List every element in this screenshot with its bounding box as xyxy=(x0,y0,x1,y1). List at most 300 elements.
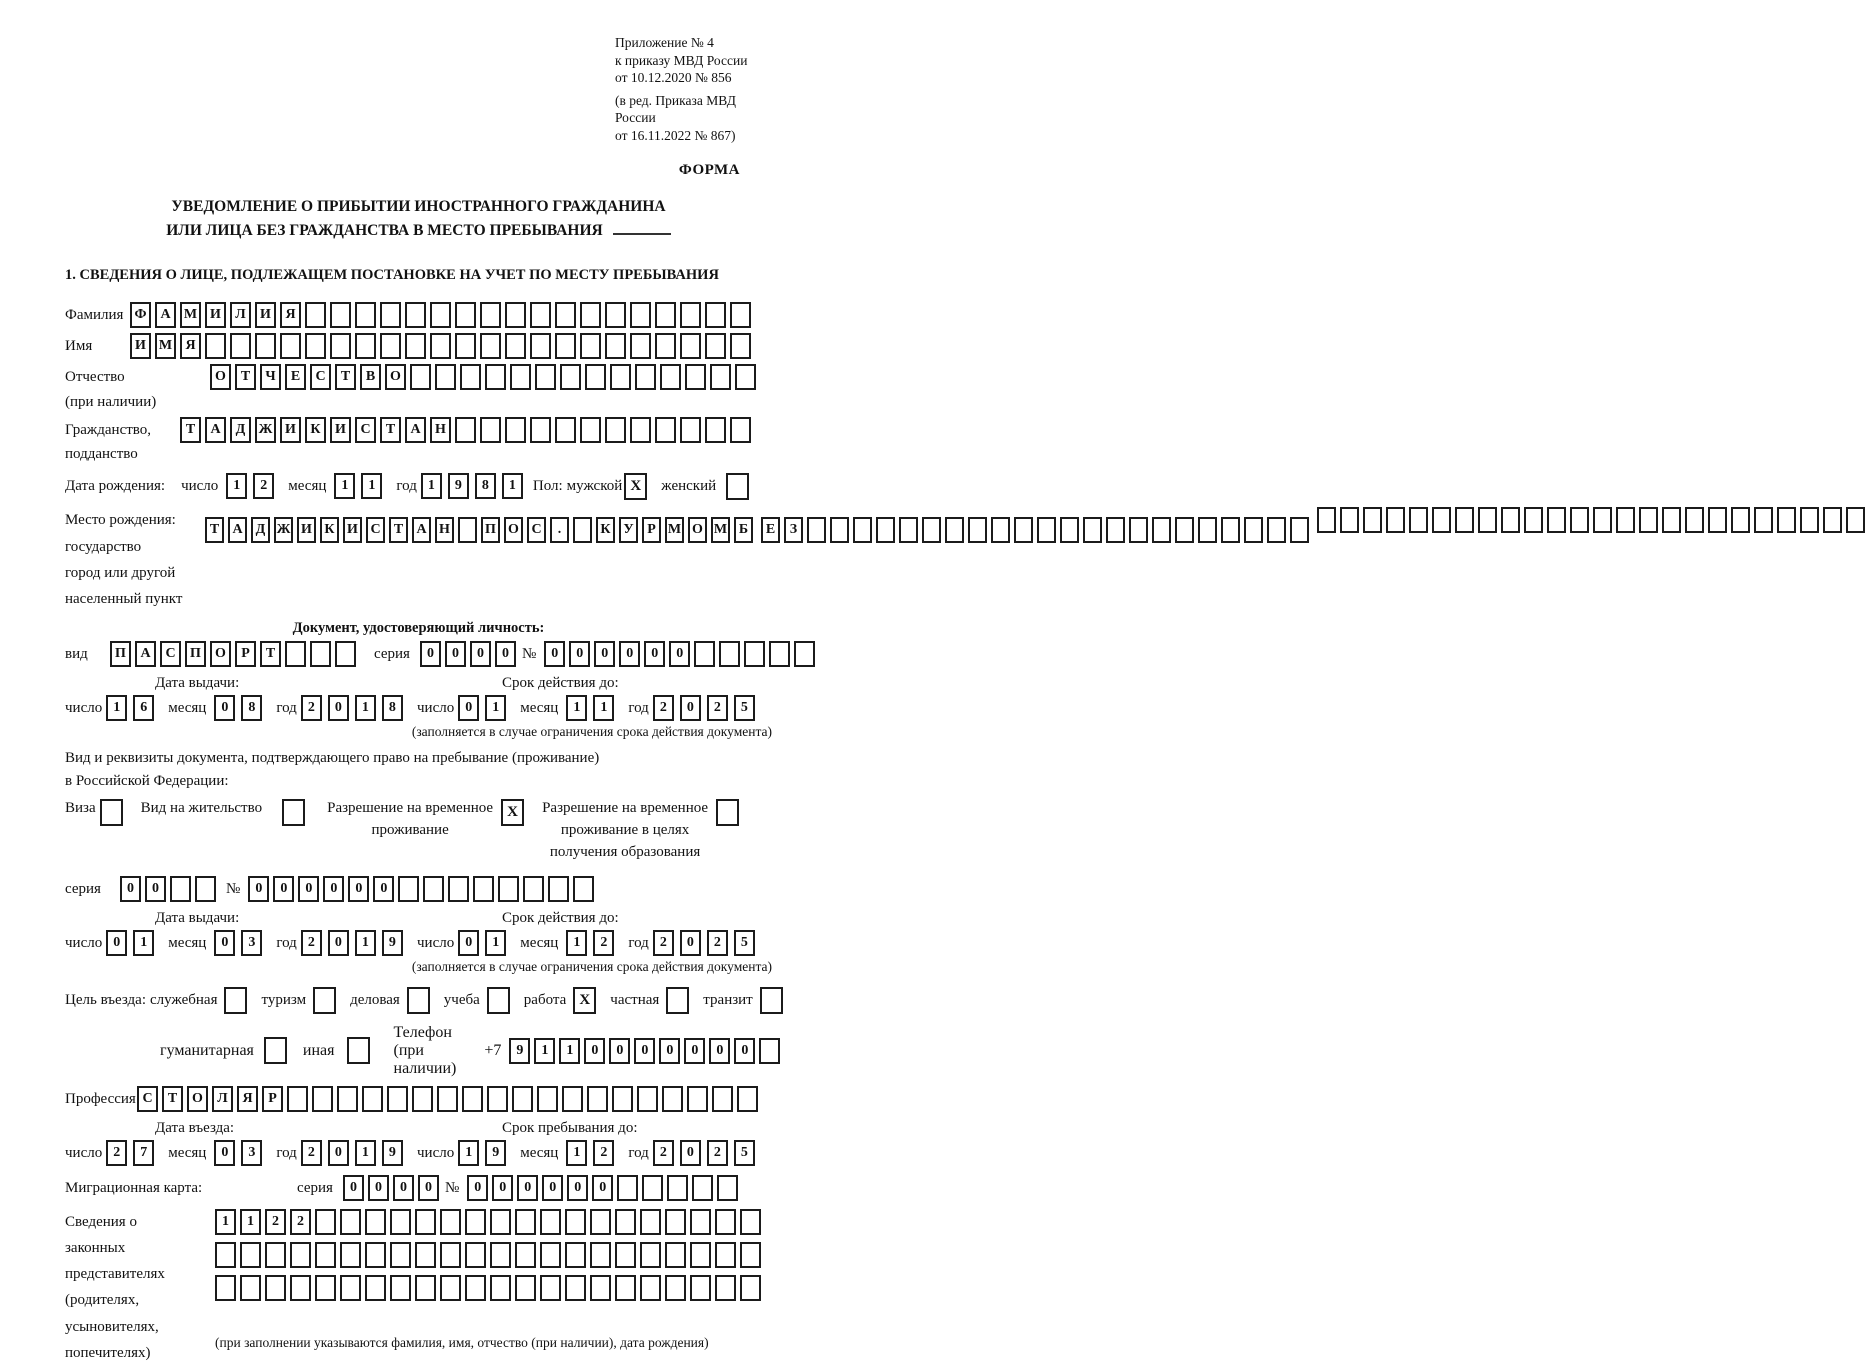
birth-place-row3[interactable] xyxy=(1317,507,1869,533)
char-cell[interactable]: 0 xyxy=(418,1175,439,1201)
char-cell[interactable] xyxy=(615,1242,636,1268)
char-cell[interactable] xyxy=(412,1086,433,1112)
char-cell[interactable] xyxy=(1754,507,1773,533)
char-cell[interactable] xyxy=(665,1242,686,1268)
char-cell[interactable] xyxy=(1083,517,1102,543)
char-cell[interactable] xyxy=(548,876,569,902)
residence-permit-checkbox[interactable] xyxy=(282,799,305,826)
char-cell[interactable] xyxy=(690,1242,711,1268)
char-cell[interactable] xyxy=(1846,507,1865,533)
char-cell[interactable]: О xyxy=(385,364,406,390)
char-cell[interactable] xyxy=(630,302,651,328)
char-cell[interactable] xyxy=(640,1209,661,1235)
char-cell[interactable]: И xyxy=(205,302,226,328)
char-cell[interactable]: 2 xyxy=(301,930,322,956)
char-cell[interactable]: 0 xyxy=(445,641,466,667)
char-cell[interactable] xyxy=(515,1209,536,1235)
char-cell[interactable]: Р xyxy=(642,517,661,543)
char-cell[interactable] xyxy=(480,333,501,359)
char-cell[interactable]: 2 xyxy=(301,1140,322,1166)
char-cell[interactable] xyxy=(1777,507,1796,533)
char-cell[interactable] xyxy=(605,417,626,443)
char-cell[interactable] xyxy=(305,302,326,328)
char-cell[interactable]: 0 xyxy=(619,641,640,667)
char-cell[interactable] xyxy=(694,641,715,667)
char-cell[interactable]: 1 xyxy=(485,695,506,721)
char-cell[interactable] xyxy=(585,364,606,390)
char-cell[interactable]: П xyxy=(110,641,131,667)
char-cell[interactable]: 1 xyxy=(458,1140,479,1166)
char-cell[interactable]: И xyxy=(297,517,316,543)
char-cell[interactable] xyxy=(335,641,356,667)
char-cell[interactable] xyxy=(540,1209,561,1235)
char-cell[interactable]: 0 xyxy=(458,930,479,956)
char-cell[interactable]: 0 xyxy=(544,641,565,667)
char-cell[interactable] xyxy=(899,517,918,543)
char-cell[interactable]: 0 xyxy=(214,1140,235,1166)
char-cell[interactable] xyxy=(705,333,726,359)
char-cell[interactable] xyxy=(573,517,592,543)
char-cell[interactable] xyxy=(655,333,676,359)
char-cell[interactable]: С xyxy=(527,517,546,543)
char-cell[interactable] xyxy=(1455,507,1474,533)
char-cell[interactable]: 0 xyxy=(609,1038,630,1064)
phone-cells[interactable] xyxy=(509,1038,784,1064)
char-cell[interactable] xyxy=(737,1086,758,1112)
char-cell[interactable]: 0 xyxy=(248,876,269,902)
representatives-row1[interactable] xyxy=(215,1209,765,1235)
char-cell[interactable] xyxy=(540,1242,561,1268)
char-cell[interactable]: 1 xyxy=(593,695,614,721)
char-cell[interactable] xyxy=(1478,507,1497,533)
char-cell[interactable]: К xyxy=(305,417,326,443)
char-cell[interactable] xyxy=(290,1242,311,1268)
char-cell[interactable] xyxy=(605,333,626,359)
representatives-row3[interactable] xyxy=(215,1275,765,1301)
char-cell[interactable] xyxy=(665,1275,686,1301)
char-cell[interactable] xyxy=(430,333,451,359)
char-cell[interactable] xyxy=(380,302,401,328)
char-cell[interactable] xyxy=(690,1275,711,1301)
migration-number-cells[interactable] xyxy=(467,1175,742,1201)
char-cell[interactable] xyxy=(505,333,526,359)
char-cell[interactable] xyxy=(680,417,701,443)
char-cell[interactable] xyxy=(365,1242,386,1268)
char-cell[interactable] xyxy=(490,1275,511,1301)
char-cell[interactable] xyxy=(505,302,526,328)
char-cell[interactable]: Ф xyxy=(130,302,151,328)
char-cell[interactable]: 5 xyxy=(734,695,755,721)
char-cell[interactable]: Д xyxy=(230,417,251,443)
char-cell[interactable] xyxy=(587,1086,608,1112)
birth-month-cells[interactable] xyxy=(334,473,388,499)
char-cell[interactable] xyxy=(265,1242,286,1268)
char-cell[interactable]: И xyxy=(255,302,276,328)
char-cell[interactable]: 0 xyxy=(492,1175,513,1201)
char-cell[interactable] xyxy=(580,302,601,328)
doc-valid-day-cells[interactable] xyxy=(458,695,512,721)
char-cell[interactable] xyxy=(876,517,895,543)
char-cell[interactable]: 1 xyxy=(355,930,376,956)
char-cell[interactable] xyxy=(455,333,476,359)
char-cell[interactable]: 0 xyxy=(373,876,394,902)
char-cell[interactable] xyxy=(830,517,849,543)
char-cell[interactable] xyxy=(1267,517,1286,543)
char-cell[interactable] xyxy=(991,517,1010,543)
char-cell[interactable] xyxy=(735,364,756,390)
char-cell[interactable] xyxy=(415,1242,436,1268)
char-cell[interactable]: 2 xyxy=(653,1140,674,1166)
char-cell[interactable]: М xyxy=(180,302,201,328)
char-cell[interactable] xyxy=(340,1209,361,1235)
char-cell[interactable]: 0 xyxy=(458,695,479,721)
char-cell[interactable] xyxy=(455,302,476,328)
char-cell[interactable] xyxy=(690,1209,711,1235)
char-cell[interactable]: О xyxy=(210,364,231,390)
char-cell[interactable]: 0 xyxy=(680,930,701,956)
char-cell[interactable] xyxy=(465,1275,486,1301)
char-cell[interactable]: 0 xyxy=(517,1175,538,1201)
char-cell[interactable]: 0 xyxy=(470,641,491,667)
char-cell[interactable]: 9 xyxy=(485,1140,506,1166)
char-cell[interactable]: А xyxy=(412,517,431,543)
char-cell[interactable]: Т xyxy=(335,364,356,390)
profession-cells[interactable] xyxy=(137,1086,762,1112)
char-cell[interactable]: 0 xyxy=(273,876,294,902)
doc-issue-day-cells[interactable] xyxy=(106,695,160,721)
char-cell[interactable] xyxy=(660,364,681,390)
char-cell[interactable] xyxy=(590,1242,611,1268)
char-cell[interactable] xyxy=(355,333,376,359)
char-cell[interactable]: Я xyxy=(280,302,301,328)
char-cell[interactable] xyxy=(440,1242,461,1268)
char-cell[interactable]: 1 xyxy=(355,1140,376,1166)
char-cell[interactable] xyxy=(605,302,626,328)
char-cell[interactable]: 9 xyxy=(448,473,469,499)
char-cell[interactable] xyxy=(398,876,419,902)
char-cell[interactable] xyxy=(590,1275,611,1301)
char-cell[interactable] xyxy=(630,417,651,443)
purpose-business-checkbox[interactable] xyxy=(407,987,430,1014)
char-cell[interactable] xyxy=(440,1275,461,1301)
char-cell[interactable] xyxy=(612,1086,633,1112)
char-cell[interactable]: М xyxy=(711,517,730,543)
char-cell[interactable] xyxy=(1317,507,1336,533)
char-cell[interactable] xyxy=(740,1209,761,1235)
char-cell[interactable] xyxy=(922,517,941,543)
char-cell[interactable]: 7 xyxy=(133,1140,154,1166)
char-cell[interactable] xyxy=(330,333,351,359)
char-cell[interactable]: О xyxy=(504,517,523,543)
char-cell[interactable] xyxy=(490,1242,511,1268)
char-cell[interactable]: 0 xyxy=(680,1140,701,1166)
stay-year-cells[interactable] xyxy=(653,1140,761,1166)
char-cell[interactable]: . xyxy=(550,517,569,543)
char-cell[interactable] xyxy=(712,1086,733,1112)
residence-valid-day-cells[interactable] xyxy=(458,930,512,956)
char-cell[interactable]: А xyxy=(155,302,176,328)
char-cell[interactable] xyxy=(615,1275,636,1301)
char-cell[interactable] xyxy=(1432,507,1451,533)
residence-series-cells[interactable] xyxy=(120,876,220,902)
doc-series-cells[interactable] xyxy=(420,641,520,667)
char-cell[interactable]: П xyxy=(481,517,500,543)
char-cell[interactable] xyxy=(523,876,544,902)
char-cell[interactable]: Ч xyxy=(260,364,281,390)
char-cell[interactable] xyxy=(265,1275,286,1301)
char-cell[interactable]: 1 xyxy=(566,695,587,721)
char-cell[interactable]: З xyxy=(784,517,803,543)
char-cell[interactable] xyxy=(565,1242,586,1268)
char-cell[interactable] xyxy=(640,1242,661,1268)
char-cell[interactable] xyxy=(537,1086,558,1112)
char-cell[interactable] xyxy=(615,1209,636,1235)
char-cell[interactable] xyxy=(240,1275,261,1301)
char-cell[interactable] xyxy=(759,1038,780,1064)
char-cell[interactable] xyxy=(662,1086,683,1112)
char-cell[interactable] xyxy=(555,333,576,359)
char-cell[interactable] xyxy=(330,302,351,328)
char-cell[interactable] xyxy=(505,417,526,443)
char-cell[interactable]: 1 xyxy=(502,473,523,499)
char-cell[interactable] xyxy=(365,1209,386,1235)
char-cell[interactable]: 0 xyxy=(709,1038,730,1064)
char-cell[interactable]: 1 xyxy=(566,930,587,956)
char-cell[interactable]: Б xyxy=(734,517,753,543)
char-cell[interactable]: Р xyxy=(262,1086,283,1112)
purpose-private-checkbox[interactable] xyxy=(666,987,689,1014)
char-cell[interactable]: А xyxy=(228,517,247,543)
residence-issue-year-cells[interactable] xyxy=(301,930,409,956)
surname-cells[interactable] xyxy=(130,302,755,328)
char-cell[interactable] xyxy=(1547,507,1566,533)
char-cell[interactable] xyxy=(535,364,556,390)
char-cell[interactable]: 0 xyxy=(368,1175,389,1201)
char-cell[interactable] xyxy=(1363,507,1382,533)
char-cell[interactable] xyxy=(680,333,701,359)
char-cell[interactable]: 2 xyxy=(707,1140,728,1166)
char-cell[interactable] xyxy=(380,333,401,359)
doc-type-cells[interactable] xyxy=(110,641,360,667)
char-cell[interactable]: 9 xyxy=(382,1140,403,1166)
char-cell[interactable]: 0 xyxy=(495,641,516,667)
char-cell[interactable] xyxy=(1639,507,1658,533)
char-cell[interactable]: 3 xyxy=(241,930,262,956)
char-cell[interactable]: 2 xyxy=(593,930,614,956)
char-cell[interactable] xyxy=(1152,517,1171,543)
char-cell[interactable]: Т xyxy=(180,417,201,443)
char-cell[interactable]: 2 xyxy=(265,1209,286,1235)
char-cell[interactable]: Е xyxy=(761,517,780,543)
char-cell[interactable] xyxy=(769,641,790,667)
residence-valid-month-cells[interactable] xyxy=(566,930,620,956)
entry-month-cells[interactable] xyxy=(214,1140,268,1166)
char-cell[interactable] xyxy=(555,302,576,328)
birth-day-cells[interactable] xyxy=(226,473,280,499)
char-cell[interactable]: 0 xyxy=(393,1175,414,1201)
char-cell[interactable]: Т xyxy=(389,517,408,543)
char-cell[interactable]: 2 xyxy=(290,1209,311,1235)
char-cell[interactable] xyxy=(562,1086,583,1112)
char-cell[interactable]: Я xyxy=(237,1086,258,1112)
char-cell[interactable]: В xyxy=(360,364,381,390)
migration-series-cells[interactable] xyxy=(343,1175,443,1201)
char-cell[interactable]: О xyxy=(688,517,707,543)
char-cell[interactable]: 1 xyxy=(215,1209,236,1235)
char-cell[interactable]: 0 xyxy=(328,1140,349,1166)
char-cell[interactable]: 0 xyxy=(584,1038,605,1064)
char-cell[interactable] xyxy=(687,1086,708,1112)
char-cell[interactable] xyxy=(390,1275,411,1301)
char-cell[interactable]: 3 xyxy=(241,1140,262,1166)
char-cell[interactable] xyxy=(685,364,706,390)
char-cell[interactable] xyxy=(480,417,501,443)
char-cell[interactable]: 0 xyxy=(420,641,441,667)
char-cell[interactable] xyxy=(287,1086,308,1112)
char-cell[interactable]: 1 xyxy=(355,695,376,721)
char-cell[interactable] xyxy=(655,302,676,328)
char-cell[interactable] xyxy=(285,641,306,667)
char-cell[interactable]: 0 xyxy=(120,876,141,902)
char-cell[interactable]: 2 xyxy=(653,695,674,721)
char-cell[interactable]: К xyxy=(596,517,615,543)
purpose-tourism-checkbox[interactable] xyxy=(313,987,336,1014)
char-cell[interactable]: И xyxy=(343,517,362,543)
char-cell[interactable] xyxy=(280,333,301,359)
char-cell[interactable]: 1 xyxy=(421,473,442,499)
char-cell[interactable] xyxy=(530,302,551,328)
char-cell[interactable] xyxy=(730,302,751,328)
char-cell[interactable]: 0 xyxy=(680,695,701,721)
char-cell[interactable] xyxy=(807,517,826,543)
char-cell[interactable] xyxy=(458,517,477,543)
residence-valid-year-cells[interactable] xyxy=(653,930,761,956)
char-cell[interactable]: 2 xyxy=(301,695,322,721)
char-cell[interactable]: 0 xyxy=(659,1038,680,1064)
char-cell[interactable]: 1 xyxy=(361,473,382,499)
char-cell[interactable] xyxy=(655,417,676,443)
char-cell[interactable] xyxy=(423,876,444,902)
char-cell[interactable] xyxy=(362,1086,383,1112)
char-cell[interactable] xyxy=(540,1275,561,1301)
char-cell[interactable]: 2 xyxy=(707,695,728,721)
visa-checkbox[interactable] xyxy=(100,799,123,826)
char-cell[interactable] xyxy=(730,417,751,443)
char-cell[interactable]: С xyxy=(137,1086,158,1112)
char-cell[interactable]: 0 xyxy=(106,930,127,956)
char-cell[interactable] xyxy=(305,333,326,359)
char-cell[interactable] xyxy=(1800,507,1819,533)
char-cell[interactable]: 0 xyxy=(298,876,319,902)
char-cell[interactable] xyxy=(565,1209,586,1235)
char-cell[interactable] xyxy=(715,1275,736,1301)
char-cell[interactable] xyxy=(215,1275,236,1301)
char-cell[interactable]: 2 xyxy=(106,1140,127,1166)
char-cell[interactable] xyxy=(255,333,276,359)
char-cell[interactable] xyxy=(312,1086,333,1112)
char-cell[interactable] xyxy=(462,1086,483,1112)
char-cell[interactable] xyxy=(667,1175,688,1201)
char-cell[interactable] xyxy=(480,302,501,328)
char-cell[interactable] xyxy=(565,1275,586,1301)
char-cell[interactable]: С xyxy=(366,517,385,543)
char-cell[interactable]: 0 xyxy=(343,1175,364,1201)
doc-issue-month-cells[interactable] xyxy=(214,695,268,721)
char-cell[interactable]: 1 xyxy=(133,930,154,956)
char-cell[interactable] xyxy=(1501,507,1520,533)
char-cell[interactable] xyxy=(740,1242,761,1268)
char-cell[interactable] xyxy=(1198,517,1217,543)
char-cell[interactable]: 1 xyxy=(240,1209,261,1235)
char-cell[interactable] xyxy=(387,1086,408,1112)
char-cell[interactable] xyxy=(435,364,456,390)
char-cell[interactable] xyxy=(642,1175,663,1201)
char-cell[interactable]: Д xyxy=(251,517,270,543)
char-cell[interactable]: 0 xyxy=(328,930,349,956)
char-cell[interactable] xyxy=(794,641,815,667)
char-cell[interactable] xyxy=(705,302,726,328)
birth-place-row1[interactable] xyxy=(205,517,757,543)
char-cell[interactable] xyxy=(710,364,731,390)
char-cell[interactable]: И xyxy=(330,417,351,443)
purpose-work-checkbox[interactable]: X xyxy=(573,987,596,1014)
char-cell[interactable] xyxy=(1175,517,1194,543)
char-cell[interactable] xyxy=(512,1086,533,1112)
char-cell[interactable]: 8 xyxy=(382,695,403,721)
char-cell[interactable]: И xyxy=(280,417,301,443)
char-cell[interactable] xyxy=(315,1275,336,1301)
char-cell[interactable] xyxy=(455,417,476,443)
char-cell[interactable] xyxy=(1386,507,1405,533)
char-cell[interactable] xyxy=(498,876,519,902)
char-cell[interactable]: 5 xyxy=(734,1140,755,1166)
char-cell[interactable] xyxy=(405,302,426,328)
char-cell[interactable]: П xyxy=(185,641,206,667)
char-cell[interactable]: 9 xyxy=(509,1038,530,1064)
char-cell[interactable] xyxy=(310,641,331,667)
char-cell[interactable] xyxy=(1221,517,1240,543)
char-cell[interactable]: 0 xyxy=(145,876,166,902)
char-cell[interactable]: 1 xyxy=(485,930,506,956)
char-cell[interactable] xyxy=(485,364,506,390)
char-cell[interactable]: Т xyxy=(162,1086,183,1112)
char-cell[interactable]: Н xyxy=(435,517,454,543)
char-cell[interactable] xyxy=(853,517,872,543)
purpose-humanitarian-checkbox[interactable] xyxy=(264,1037,287,1064)
char-cell[interactable] xyxy=(365,1275,386,1301)
doc-valid-month-cells[interactable] xyxy=(566,695,620,721)
char-cell[interactable]: 0 xyxy=(542,1175,563,1201)
char-cell[interactable]: К xyxy=(320,517,339,543)
char-cell[interactable] xyxy=(1524,507,1543,533)
char-cell[interactable]: С xyxy=(310,364,331,390)
char-cell[interactable] xyxy=(240,1242,261,1268)
char-cell[interactable]: 6 xyxy=(133,695,154,721)
char-cell[interactable] xyxy=(473,876,494,902)
char-cell[interactable] xyxy=(610,364,631,390)
char-cell[interactable] xyxy=(590,1209,611,1235)
residence-issue-day-cells[interactable] xyxy=(106,930,160,956)
char-cell[interactable]: 0 xyxy=(669,641,690,667)
female-checkbox[interactable] xyxy=(726,473,749,500)
char-cell[interactable]: А xyxy=(135,641,156,667)
char-cell[interactable] xyxy=(340,1242,361,1268)
char-cell[interactable] xyxy=(487,1086,508,1112)
char-cell[interactable]: 0 xyxy=(348,876,369,902)
char-cell[interactable]: 1 xyxy=(566,1140,587,1166)
char-cell[interactable] xyxy=(510,364,531,390)
char-cell[interactable]: Я xyxy=(180,333,201,359)
